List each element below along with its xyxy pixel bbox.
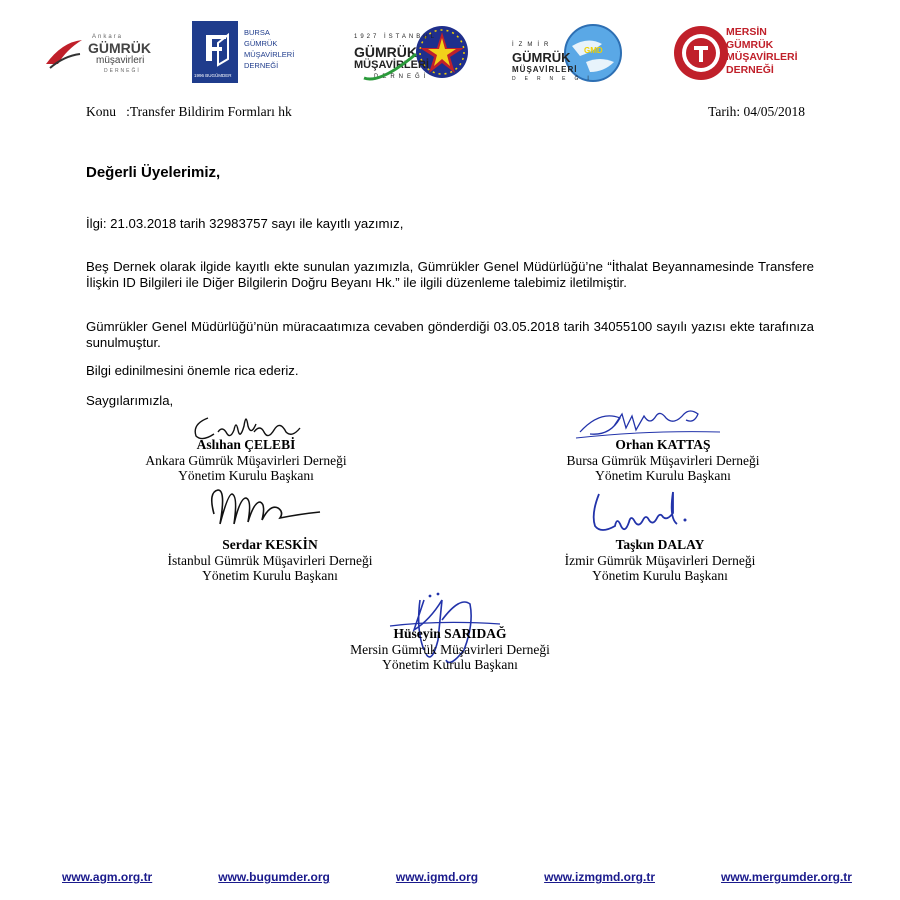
signatory-mersin [295,626,605,673]
mergumder-line: GÜMRÜK [726,38,774,51]
closing-line: Saygılarımızla, [86,393,174,408]
signatory-org: Mersin Gümrük Müşavirleri Derneği [350,641,550,657]
signatory-role: Yönetim Kurulu Başkanı [382,657,518,672]
igmd-check-icon [360,48,420,88]
agm-logo-name: GÜMRÜK [88,40,151,56]
izmgmd-main2: MÜŞAVİRLERİ [512,65,578,74]
signatory-izmir [505,537,815,584]
signatory-org: Bursa Gümrük Müşavirleri Derneği [566,452,760,468]
igmd-top: 1927 İSTANBUL [354,34,437,40]
paragraph-2: Gümrükler Genel Müdürlüğü’nün müracaatımıza cevaben gönderdiği 03.05.2018 tarih 34055100 sayılı yazısı ekte tarafınıza sunulmuştur. [86,319,814,350]
igmd-main2: MÜŞAVİRLERİ [354,59,429,71]
signatory-name: Taşkın DALAY [615,537,705,552]
signatory-role: Yönetim Kurulu Başkanı [178,468,314,483]
footer-link-izmgmd[interactable]: www.izmgmd.org.tr [544,870,655,884]
izmgmd-main: GÜMRÜK [512,50,571,65]
mergumder-line: DERNEĞİ [726,63,774,76]
ankara-swoosh-icon [44,34,84,74]
signature-keskin-icon [200,484,330,534]
bugumder-line: MÜŞAVİRLERİ [244,50,295,59]
footer-link-bugumder[interactable]: www.bugumder.org [218,870,330,884]
signature-dalay-icon [585,488,705,538]
bugumder-mark-text: 1996 BUGÜMDER [194,73,232,78]
signatory-ankara [96,437,396,484]
subject-line: Konu :Transfer Bildirim Formları hk [86,104,292,119]
salutation: Değerli Üyelerimiz, [86,164,221,181]
reference-line: İlgi: 21.03.2018 tarih 32983757 sayı ile kayıtlı yazımız, [86,216,404,231]
signatory-name: Aslıhan ÇELEBİ [196,437,296,452]
logo-ankara-gmd [44,28,154,78]
signatory-org: İzmir Gümrük Müşavirleri Derneği [564,552,756,568]
date-line: Tarih: 04/05/2018 [708,104,805,119]
footer-link-mergumder[interactable]: www.mergumder.org.tr [721,870,852,884]
bugumder-mark [192,21,238,83]
logo-bursa-bugumder [192,21,302,85]
igmd-bottom: DERNEĞİ [374,74,430,80]
bugumder-line: BURSA [244,28,270,37]
bugumder-line: DERNEĞİ [244,61,279,70]
signatory-name: Orhan KATTAŞ [615,437,711,452]
bugumder-line: GÜMRÜK [244,39,278,48]
signatory-name: Serdar KESKİN [222,537,318,552]
bugumder-emblem-icon [192,23,238,73]
agm-logo-top: Ankara [92,34,124,40]
paragraph-1: Beş Dernek olarak ilgide kayıtlı ekte sunulan yazımızla, Gümrükler Genel Müdürlüğü’ne “İthalat Beyannamesinde Transfere İlişkin ID Bilgileri ile Diğer Bilgilerin Doğru Beyanı Hk.” ile ilgili düzenleme talebimiz iletilmiştir. [86,259,814,290]
footer-link-igmd[interactable]: www.igmd.org [395,870,479,884]
signatory-role: Yönetim Kurulu Başkanı [202,568,338,583]
bugumder-text [244,27,294,71]
signatory-istanbul [115,537,425,584]
logo-mersin-mergumder [672,22,812,86]
signatory-bursa [508,437,818,484]
mergumder-line: MERSİN [726,26,767,38]
izmgmd-bottom: DERNEĞİ [512,76,598,82]
footer-links [62,870,852,884]
logo-istanbul-igmd [350,22,474,86]
signatory-name: Hüseyin SARIDAĞ [393,626,507,641]
signatory-role: Yönetim Kurulu Başkanı [595,468,731,483]
izmgmd-badge: GMD [584,46,603,55]
logo-izmir-izmgmd [510,22,625,86]
signatory-org: Ankara Gümrük Müşavirleri Derneği [145,452,347,468]
signatory-role: Yönetim Kurulu Başkanı [592,568,728,583]
mergumder-line: MÜŞAVİRLERİ [726,51,798,63]
signatory-org: İstanbul Gümrük Müşavirleri Derneği [167,552,373,568]
footer-link-agm[interactable]: www.agm.org.tr [62,870,153,884]
mergumder-seal-icon [672,24,730,82]
paragraph-3: Bilgi edinilmesini önemle rica ederiz. [86,363,299,378]
agm-logo-bottom: DERNEĞİ [104,68,141,74]
agm-logo-line2: müşavirleri [96,55,145,66]
mergumder-text [726,26,798,76]
igmd-main: GÜMRÜK [354,44,417,60]
signature-kattas-icon [570,408,730,440]
igmd-star-globe-icon [412,22,472,82]
izmgmd-top: İZMİR [512,42,554,48]
